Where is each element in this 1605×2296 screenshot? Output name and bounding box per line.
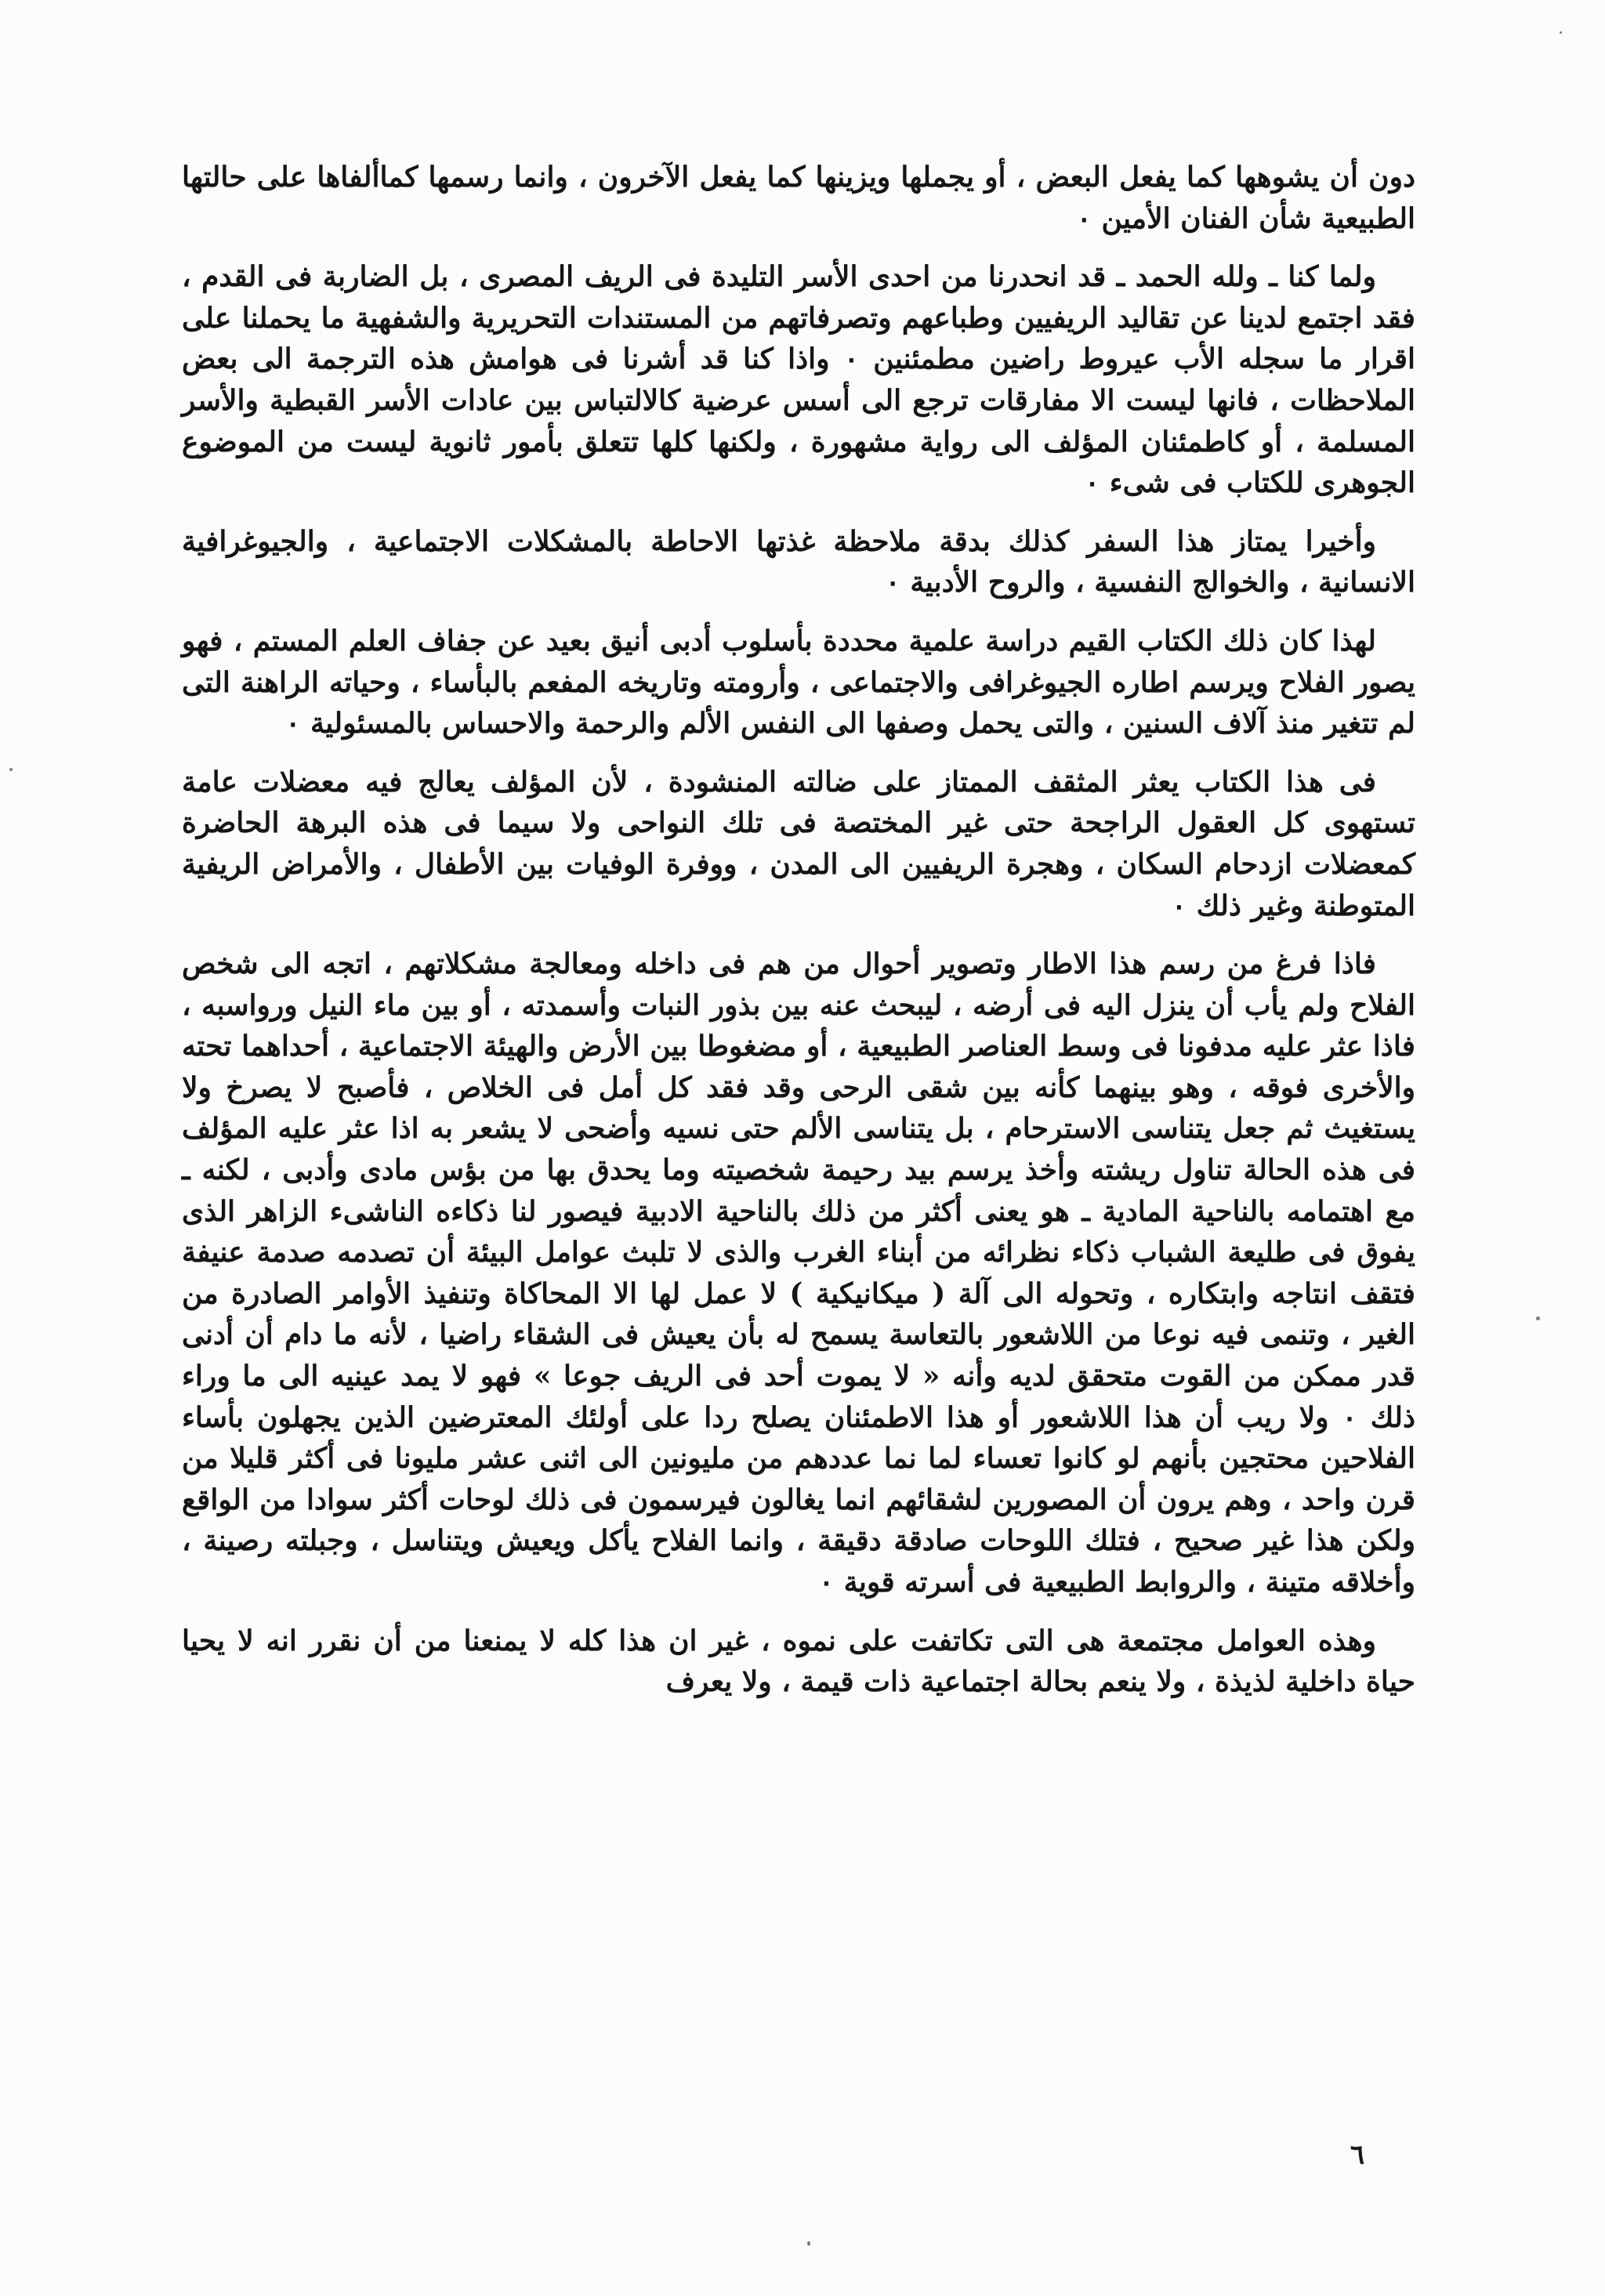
page-number: ٦ <box>1350 2139 1365 2171</box>
scan-speck <box>807 2241 810 2246</box>
paragraph-1: دون أن يشوهها كما يفعل البعض ، أو يجملها ويزينها كما يفعل الآخرون ، وانما رسمها كماألفاها على حالتها الطبيعية شأن الفنان الأمين ٠ <box>182 161 1415 235</box>
paragraph-4: لهذا كان ذلك الكتاب القيم دراسة علمية محددة بأسلوب أدبى أنيق بعيد عن جفاف العلم المستم ، فهو يصور الفلاح ويرسم اطاره الجيوغرافى والاجتماعى ، وأرومته وتاريخه المفعم بالبأساء ، وحياته الراهنة التى لم تتغير منذ آلاف السنين ، والتى يحمل وصفها الى النفس الألم والرحمة والاحساس بالمسئولية ٠ <box>182 624 1415 741</box>
paragraph-2: ولما كنا ـ ولله الحمد ـ قد انحدرنا من احدى الأسر التليدة فى الريف المصرى ، بل الضاربة فى القدم ، فقد اجتمع لدينا عن تقاليد الريفيين وطباعهم وتصرفاتهم من المستندات التحريرية والشفهية ما يحملنا على اقرار ما سجله الأب عيروط راضين مطمئنين ٠ واذا كنا قد أشرنا فى هوامش هذه الترجمة الى بعض الملاحظات ، فانها ليست الا مفارقات ترجع الى أسس عرضية كالالتباس بين عادات الأسر القبطية والأسر المسلمة ، أو كاطمئنان المؤلف الى رواية مشهورة ، ولكنها كلها تتعلق بأمور ثانوية ليست من الموضوع الجوهرى للكتاب فى شىء ٠ <box>182 260 1415 500</box>
scan-speck <box>1536 1316 1540 1320</box>
paragraph-5: فى هذا الكتاب يعثر المثقف الممتاز على ضالته المنشودة ، لأن المؤلف يعالج فيه معضلات عامة تستهوى كل العقول الراجحة حتى غير المختصة فى تلك النواحى ولا سيما فى هذه البرهة الحاضرة كمعضلات ازدحام السكان ، وهجرة الريفيين الى المدن ، ووفرة الوفيات بين الأطفال ، والأمراض الريفية المتوطنة وغير ذلك ٠ <box>182 765 1415 922</box>
paragraph-7: وهذه العوامل مجتمعة هى التى تكاتفت على نموه ، غير ان هذا كله لا يمنعنا من أن نقرر انه لا يحيا حياة داخلية لذيذة ، ولا ينعم بحالة اجتماعية ذات قيمة ، ولا يعرف <box>182 1624 1415 1699</box>
paragraph-6: فاذا فرغ من رسم هذا الاطار وتصوير أحوال من هم فى داخله ومعالجة مشكلاتهم ، اتجه الى شخص الفلاح ولم يأب أن ينزل اليه فى أرضه ، ليبحث عنه بين بذور النبات وأسمدته ، أو بين ماء النيل ورواسبه ، فاذا عثر عليه مدفونا فى وسط العناصر الطبيعية ، أو مضغوطا بين الأرض والهيئة الاجتماعية ، أحداهما تحته والأخرى فوقه ، وهو بينهما كأنه بين شقى الرحى وقد فقد كل أمل فى الخلاص ، فأصبح لا يصرخ ولا يستغيث ثم جعل يتناسى الاسترحام ، بل يتناسى الألم حتى نسيه وأضحى لا يشعر به اذا عثر عليه المؤلف فى هذه الحالة تناول ريشته وأخذ يرسم بيد رحيمة شخصيته وما يحدق بها من بؤس مادى وأدبى ، لكنه ـ مع اهتمامه بالناحية المادية ـ هو يعنى أكثر من ذلك بالناحية الادبية فيصور لنا ذكاءه الناشىء الزاهر الذى يفوق فى طليعة الشباب ذكاء نظرائه من أبناء الغرب والذى لا تلبث عوامل البيئة أن تصدمه صدمة عنيفة فتقف انتاجه وابتكاره ، وتحوله الى آلة ( ميكانيكية ) لا عمل لها الا المحاكاة وتنفيذ الأوامر الصادرة من الغير ، وتنمى فيه نوعا من اللاشعور بالتعاسة يسمح له بأن يعيش فى الشقاء راضيا ، لأنه ما دام أن أدنى قدر ممكن من القوت متحقق لديه وأنه « لا يموت أحد فى الريف جوعا » فهو لا يمد عينيه الى ما وراء ذلك ٠ ولا ريب أن هذا اللاشعور أو هذا الاطمئنان يصلح ردا على أولئك المعترضين الذين يجهلون بأساء الفلاحين محتجين بأنهم لو كانوا تعساء لما نما عددهم من مليونين الى اثنى عشر مليونا فى أكثر قليلا من قرن واحد ، وهم يرون أن المصورين لشقائهم انما يغالون فيرسمون فى ذلك لوحات أكثر سوادا من الواقع ولكن هذا غير صحيح ، فتلك اللوحات صادقة دقيقة ، وانما الفلاح يأكل ويعيش ويتناسل ، وجبلته رصينة ، وأخلاقه متينة ، والروابط الطبيعية فى أسرته قوية ٠ <box>182 947 1416 1599</box>
paragraph-3: وأخيرا يمتاز هذا السفر كذلك بدقة ملاحظة غذتها الاحاطة بالمشكلات الاجتماعية ، والجيوغرافية الانسانية ، والخوالج النفسية ، والروح الأدبية ٠ <box>182 524 1415 599</box>
body-text <box>182 157 1415 1720</box>
scan-speck <box>1560 31 1562 34</box>
scan-speck <box>9 768 13 771</box>
